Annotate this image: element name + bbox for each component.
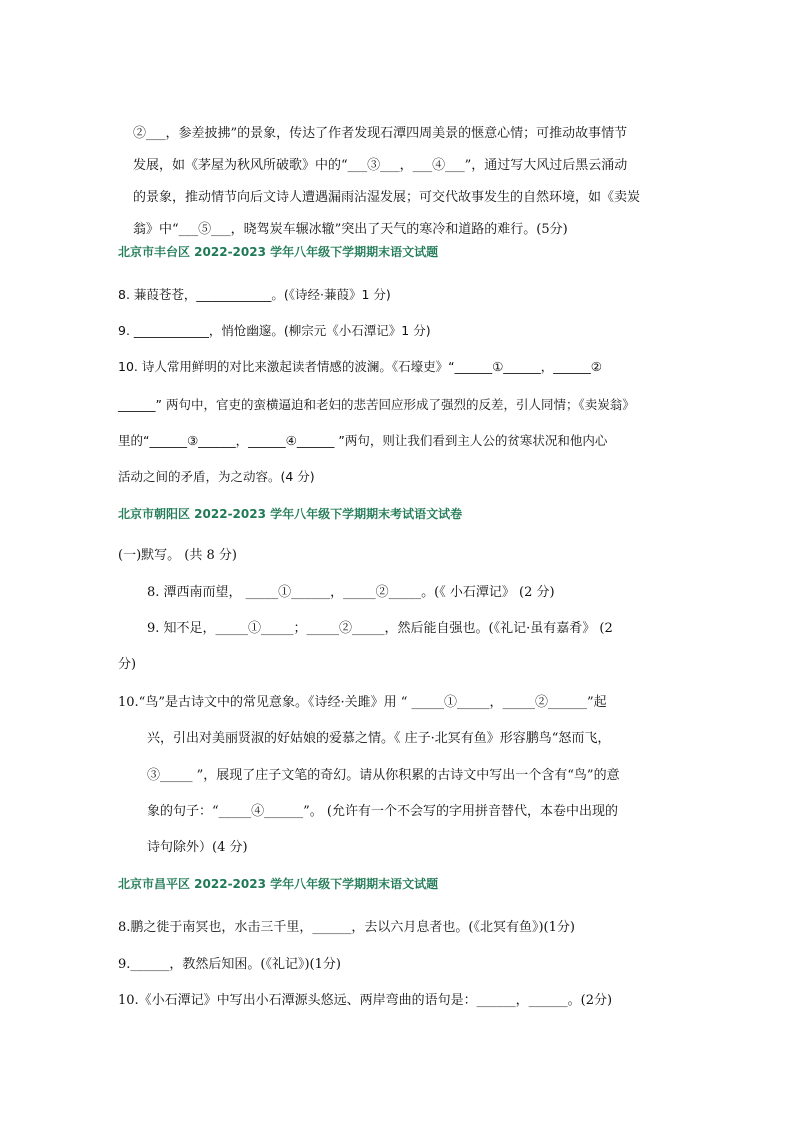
text-line: 里的“______③______，______④______ ”两句，则让我们看到主人公的贫寒状况和他内心 [118, 433, 608, 448]
question-9: 9. ____________，悄怆幽邃。(柳宗元《小石潭记》1 分) [118, 323, 431, 338]
text-line: ③_____ ”，展现了庄子文笔的奇幻。请从你积累的古诗文中写出一个含有“鸟”的意 [147, 768, 620, 783]
text-line: 的景象，推动情节向后文诗人遭遇漏雨沾湿发展；可交代故事发生的自然环境，如《卖炭 [133, 190, 641, 205]
question-8: 8.鹏之徙于南冥也，水击三千里，______，去以六月息者也。(《北冥有鱼》)(1分) [118, 920, 575, 935]
text-line: 象的句子：“_____④______”。 (允许有一个不会写的字用拼音替代，本卷中出现的 [147, 804, 618, 819]
question-8: 8. 蒹葭苍苍，____________。(《诗经·蒹葭》1 分) [118, 287, 391, 302]
text-line: 活动之间的矛盾，为之动容。(4 分) [118, 469, 315, 484]
question-10: 10.“鸟”是古诗文中的常见意象。《诗经·关雎》用 “ _____①_____，_____②______”起 [118, 695, 607, 710]
text-line: 翁》中“___⑤___，晓驾炭车辗冰辙”突出了天气的寒冷和道路的难行。(5分) [133, 222, 568, 237]
question-8: 8. 潭西南而望， _____①______，_____②_____。(《 小石潭记》 (2 分) [147, 585, 555, 600]
question-10: 10. 诗人常用鲜明的对比来激起读者情感的波澜。《石壕吏》“______①______，______② [118, 359, 602, 374]
question-10: 10.《小石潭记》中写出小石潭源头悠远、两岸弯曲的语句是：______，______。(2分) [118, 993, 613, 1008]
text-line: 兴，引出对美丽贤淑的好姑娘的爱慕之情。《 庄子·北冥有鱼》形容鹏鸟“怒而飞， [147, 731, 611, 746]
section-heading-chaoyang: 北京市朝阳区 2022-2023 学年八年级下学期期末考试语文试卷 [118, 507, 463, 521]
text-line: ______” 两句中，官吏的蛮横逼迫和老妇的悲苦回应形成了强烈的反差，引人同情；《卖炭翁》 [118, 397, 635, 412]
question-9: 9. 知不足，_____①_____；_____②_____，然后能自强也。(《礼记·虽有嘉肴》 (2 [147, 621, 613, 636]
text-line: ②___，参差披拂”的景象，传达了作者发现石潭四周美景的惬意心情；可推动故事情节 [133, 126, 628, 141]
subsection-title: (一)默写。 (共 8 分) [118, 548, 237, 563]
section-heading-fengtai: 北京市丰台区 2022-2023 学年八年级下学期期末语文试题 [118, 245, 439, 259]
text-line: 诗句除外）(4 分) [147, 840, 248, 855]
section-heading-changping: 北京市昌平区 2022-2023 学年八年级下学期期末语文试题 [118, 877, 439, 891]
question-9: 9.______，教然后知困。(《礼记》)(1分) [118, 957, 341, 972]
text-line: 发展，如《茅屋为秋风所破歌》中的“___③___，___④___”，通过写大风过后黑云涌动 [133, 158, 628, 173]
text-line: 分) [118, 657, 137, 672]
